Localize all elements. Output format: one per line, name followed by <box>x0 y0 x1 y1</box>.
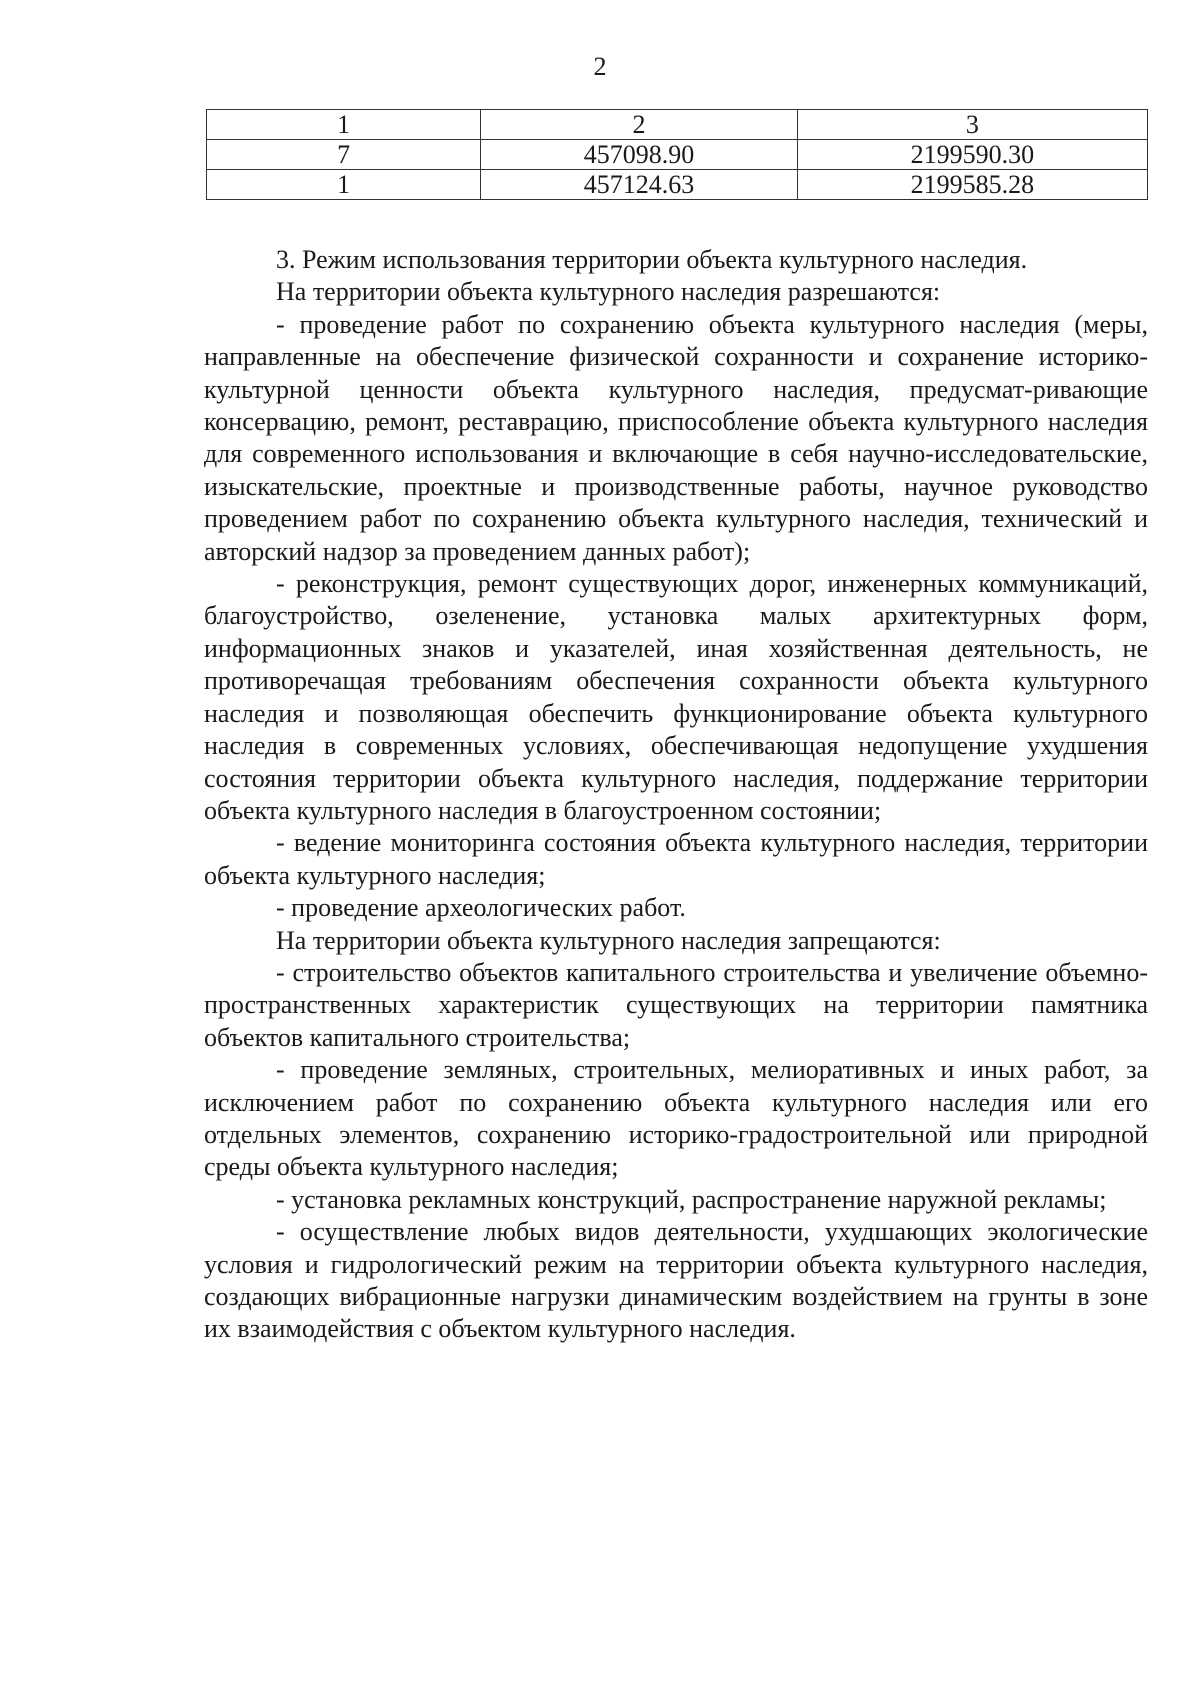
list-item: - проведение работ по сохранению объекта культурного наследия (меры, направленные на обеспечение физической сохранности и сохранение историко-культурной ценности объекта культурного наследия, предусмат-ривающие консервацию, ремонт, реставрацию, приспособление объекта культурного наследия для современного использования и включающие в себя научно-исследовательские, изыскательские, проектные и производственные работы, научное руководство проведением работ по сохранению объекта культурного наследия, технический и авторский надзор за проведением данных работ); <box>204 309 1148 566</box>
section-heading: 3. Режим использования территории объекта культурного наследия. <box>276 245 1028 274</box>
document-body <box>204 244 1148 1346</box>
table-cell: 2199585.28 <box>797 170 1147 200</box>
table-cell: 1 <box>207 110 481 140</box>
table-cell: 7 <box>207 140 481 170</box>
paragraph: На территории объекта культурного наследия запрещаются: <box>276 925 941 955</box>
list-item: - ведение мониторинга состояния объекта культурного наследия, территории объекта культурного наследия; <box>204 828 1148 890</box>
table-cell: 457098.90 <box>481 140 797 170</box>
page-number: 2 <box>593 52 607 81</box>
table-cell: 3 <box>797 110 1147 140</box>
table-cell: 457124.63 <box>481 170 797 200</box>
table-row <box>207 140 1148 170</box>
list-item: - проведение земляных, строительных, мелиоративных и иных работ, за исключением работ по сохранению объекта культурного наследия или его отдельных элементов, сохранению историко-градостроительной или природной среды объекта культурного наследия; <box>204 1055 1148 1182</box>
list-item: - осуществление любых видов деятельности, ухудшающих экологические условия и гидрологический режим на территории объекта культурного наследия, создающих вибрационные нагрузки динамическим воздействием на грунты в зоне их взаимодействия с объектом культурного наследия. <box>204 1217 1148 1344</box>
table-cell: 2 <box>481 110 797 140</box>
table-cell: 1 <box>207 170 481 200</box>
table-row <box>207 110 1148 140</box>
paragraph: На территории объекта культурного наследия разрешаются: <box>276 277 941 307</box>
list-item: - проведение археологических работ. <box>276 893 686 923</box>
coordinates-table <box>206 109 1148 200</box>
table-row <box>207 170 1148 200</box>
list-item: - строительство объектов капитального строительства и увеличение объемно-пространственных характеристик существующих на территории памятника объектов капитального строительства; <box>204 957 1148 1052</box>
list-item: - реконструкция, ремонт существующих дорог, инженерных коммуникаций, благоустройство, озеленение, установка малых архитектурных форм, информационных знаков и указателей, иная хозяйственная деятельность, не противоречащая требованиям обеспечения сохранности объекта культурного наследия и позволяющая обеспечить функционирование объекта культурного наследия в современных условиях, обеспечивающая недопущение ухудшения состояния территории объекта культурного наследия, поддержание территории объекта культурного наследия в благоустроенном состоянии; <box>204 569 1148 825</box>
table-cell: 2199590.30 <box>797 140 1147 170</box>
list-item: - установка рекламных конструкций, распространение наружной рекламы; <box>276 1184 1107 1214</box>
